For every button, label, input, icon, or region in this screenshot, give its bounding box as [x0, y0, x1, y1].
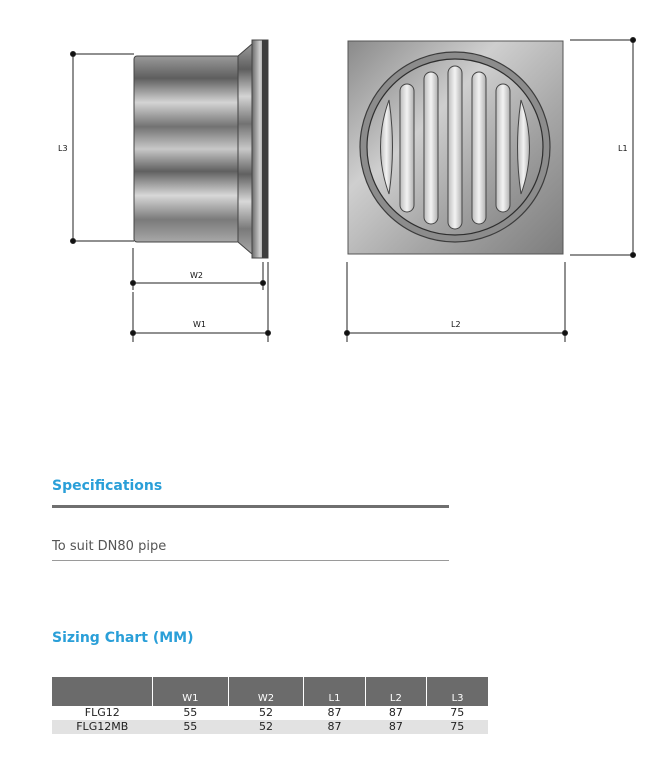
label-l1: L1 — [618, 144, 628, 153]
dimension-l2 — [345, 262, 568, 342]
label-l3: L3 — [58, 144, 68, 153]
side-view-body — [134, 56, 240, 242]
table-cell: 52 — [228, 720, 304, 734]
dimension-l3 — [71, 52, 135, 244]
specifications-underline — [52, 560, 449, 561]
specifications-text: To suit DN80 pipe — [52, 539, 167, 554]
table-row — [52, 706, 488, 720]
top-view — [348, 41, 563, 254]
grate-slot — [400, 84, 414, 212]
table-header-cell — [52, 677, 153, 706]
table-header-cell: L2 — [365, 677, 426, 706]
table-cell: 52 — [258, 706, 273, 719]
table-cell: 75 — [450, 706, 465, 719]
table-cell: 87 — [304, 720, 365, 734]
table-header-row — [52, 677, 488, 706]
table-cell: FLG12 — [84, 706, 120, 719]
specifications-title: Specifications — [52, 478, 163, 494]
grate-slot — [496, 84, 510, 212]
technical-drawing — [0, 0, 667, 360]
table-cell: 55 — [183, 706, 198, 719]
table-header-cell: L1 — [304, 677, 365, 706]
grate-slot — [448, 66, 462, 229]
sizing-chart-title: Sizing Chart (MM) — [52, 630, 194, 646]
table-cell: 87 — [365, 720, 426, 734]
table-header-cell: W2 — [228, 677, 304, 706]
label-w2: W2 — [190, 271, 203, 280]
label-l2: L2 — [451, 320, 461, 329]
side-view-neck — [238, 44, 252, 254]
table-cell: FLG12MB — [52, 720, 153, 734]
dimension-w2 — [131, 248, 266, 290]
table-row — [52, 720, 488, 734]
table-cell: 55 — [153, 720, 229, 734]
specifications-divider — [52, 505, 449, 508]
table-cell: 87 — [327, 706, 342, 719]
sizing-chart-table — [52, 677, 488, 734]
grate-slot — [424, 72, 438, 224]
label-w1: W1 — [193, 320, 206, 329]
table-header-cell: W1 — [153, 677, 229, 706]
table-cell: 87 — [388, 706, 403, 719]
grate-slot — [472, 72, 486, 224]
side-view — [134, 40, 268, 258]
table-cell: 75 — [427, 720, 488, 734]
table-header-cell: L3 — [427, 677, 488, 706]
